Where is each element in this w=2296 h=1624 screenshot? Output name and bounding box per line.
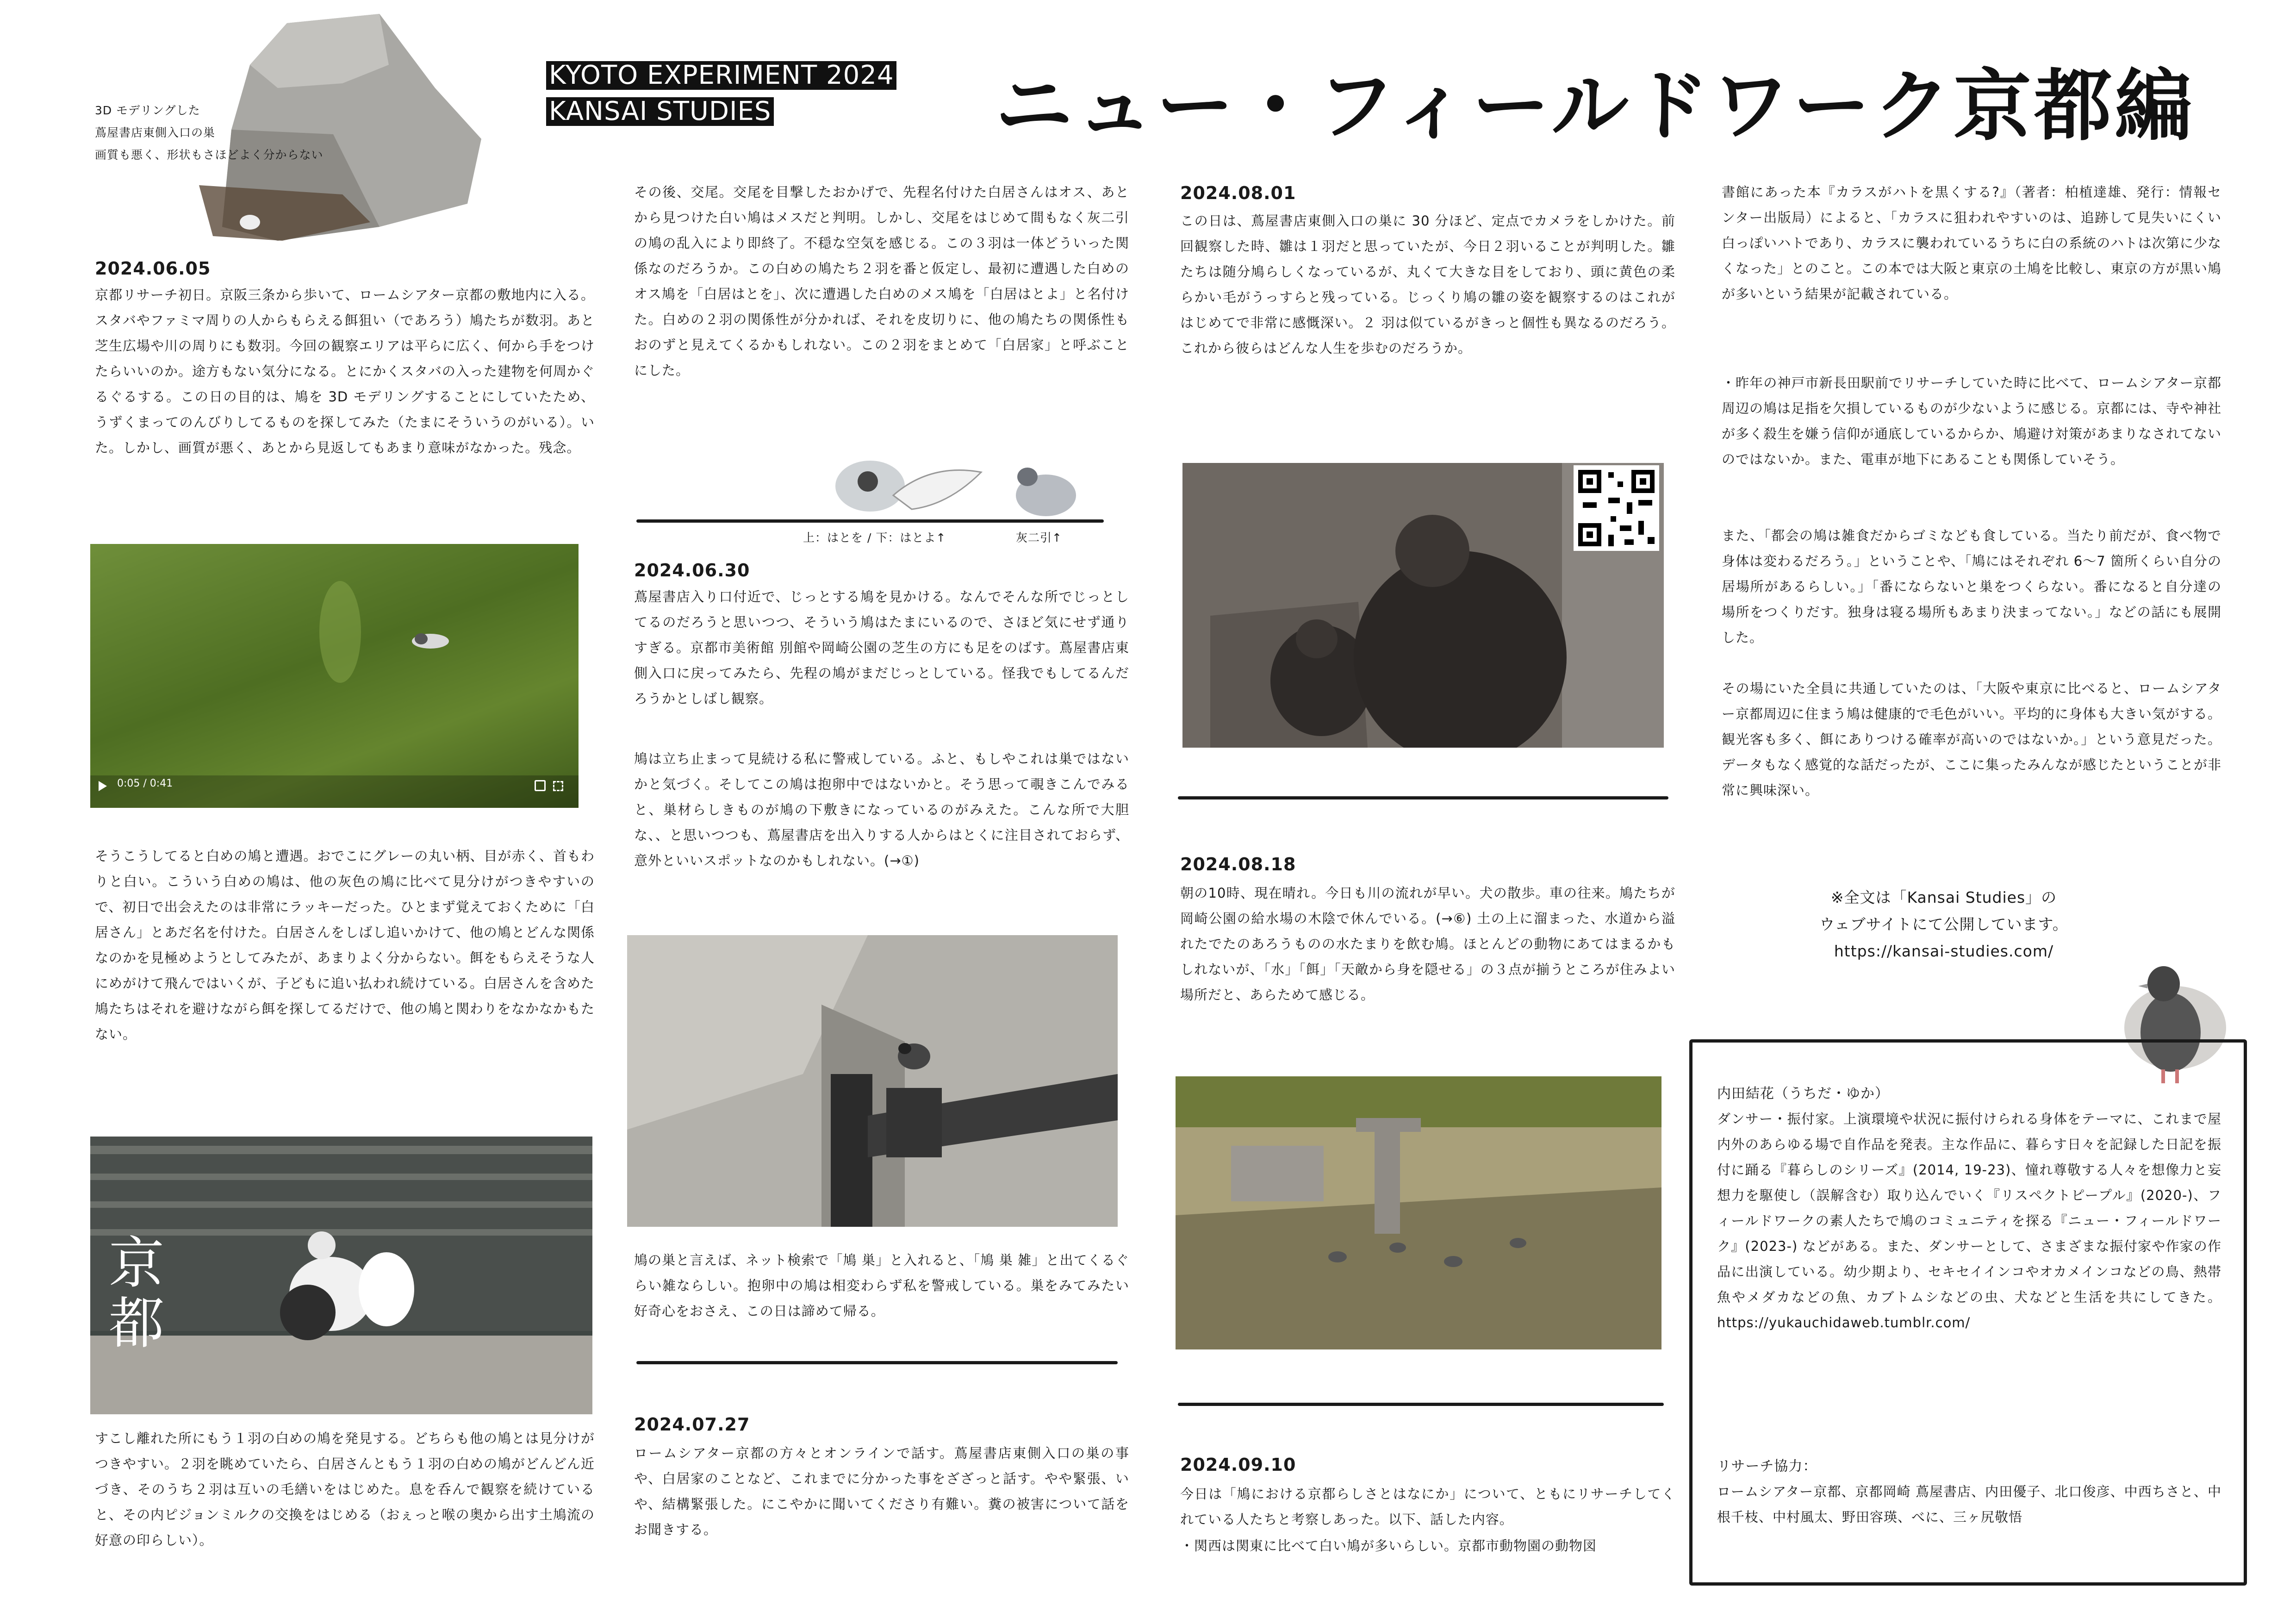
credits-title: リサーチ協力： [1717, 1458, 1817, 1474]
volume-icon[interactable] [535, 780, 546, 791]
birds-caption-right: 灰二引↑ [1016, 531, 1062, 544]
divider [1178, 796, 1668, 800]
pigeon-cutouts-image [828, 444, 1106, 528]
paragraph: また、「都会の鳩は雑食だからゴミなども食している。当たり前だが、食べ物で身体は変わるだろう。」ということや、「鳩にはそれぞれ 6〜7 箇所くらい自分の居場所があるらしい。」「番にならないと巣をつくらない。番になると自分達の場所をつくりだす。独身は寝る場所もあまり決まってない。」などの話にも展開した。 [1722, 528, 2221, 645]
divider [1178, 1403, 1664, 1406]
website-note [1782, 884, 2106, 965]
fullscreen-icon[interactable] [553, 781, 563, 791]
credits-text: ロームシアター京都、京都岡崎 蔦屋書店、内田優子、北口俊彦、中西ちさと、中根千枝、中村風太、野田容瑛、べに、三ヶ尻敬悟 [1717, 1484, 2221, 1525]
nest-caption-line: 3D モデリングした [95, 104, 200, 117]
paragraph: そうこうしてると白めの鳩と遭遇。おでこにグレーの丸い柄、目が赤く、首もわりと白い。こういう白めの鳩は、他の灰色の鳩に比べて見分けがつきやすいので、初日で出会えたのは非常にラッキーだった。ひとまず覚えておくために「白居さん」とあだ名を付けた。白居さんをしばし追いかけて、他の鳩とどんな関係なのかを見極めようとしてみたが、あまりよく分からない。餌をもらえそうな人にめがけて飛んではいくが、子どもに追い払われ続けている。白居さんを含めた鳩たちはそれを避けながら餌を探してるだけで、他の鳩と関わりをなかなかもたない。 [95, 848, 595, 1042]
date-2024-07-27: 2024.07.27 [634, 1414, 750, 1435]
paragraph: 鳩は立ち止まって見続ける私に警戒している。ふと、もしやこれは巣ではないかと気づく。そしてこの鳩は抱卵中ではないかと。そう思って覗きこんでみると、巣材らしきものが鳩の下敷きになっているのがみえた。こんな所で大胆な、、と思いつつも、蔦屋書店を出入りする人からはとくに注目されておらず、意外といいスポットなのかもしれない。(→①) [634, 751, 1129, 868]
date-2024-08-18: 2024.08.18 [1180, 854, 1296, 874]
date-2024-06-05: 2024.06.05 [95, 258, 211, 279]
date-2024-08-01: 2024.08.01 [1180, 183, 1296, 203]
video-time: 0:05 / 0:41 [117, 778, 173, 789]
page-title: ニュー・フィールドワーク京都編 [995, 60, 2196, 151]
birds-caption-left: 上：はとを / 下：はとよ↑ [803, 531, 946, 544]
paragraph: 朝の10時、現在晴れ。今日も川の流れが早い。犬の散歩。車の往来。鳩たちが岡崎公園の給水場の木陰で休んでいる。(→⑥) 土の上に溜まった、水道から溢れたでたのあろうものの水たまりを飲む鳩。ほとんどの動物にあてはまるかもしれないが、「水」「餌」「天敵から身を隠せる」の３点が揃うところが住みよい場所だと、あらためて感じる。 [1180, 885, 1675, 1003]
paragraph: すこし離れた所にもう１羽の白めの鳩を発見する。どちらも他の鳩とは見分けがつきやすい。２羽を眺めていたら、白居さんともう１羽の白めの鳩がどんどん近づき、そのうち２羽は互いの毛繕いをはじめた。息を呑んで観察を続けていると、その内ピジョンミルクの交換をはじめる（おぇっと喉の奥から出す土鳩流の好意の印らしい）。 [95, 1430, 595, 1548]
nest-caption-line: 蔦屋書店東側入口の巣 [95, 126, 216, 139]
paragraph: その後、交尾。交尾を目撃したおかげで、先程名付けた白居さんはオス、あとから見つけた白い鳩はメスだと判明。しかし、交尾をはじめて間もなく灰二引の鳩の乱入により即終了。不穏な空気を感じる。この３羽は一体どういった関係なのだろうか。この白めの鳩たち２羽を番と仮定し、最初に遭遇した白めのオス鳩を「白居はとを」、次に遭遇した白めのメス鳩を「白居はとよ」と名付けた。白めの２羽の関係性が分かれば、それを皮切りに、他の鳩たちの関係性もおのずと見えてくるかもしれない。この２羽をまとめて「白居家」と呼ぶことにした。 [634, 184, 1129, 378]
white-pigeons-photo [90, 1137, 592, 1414]
nest-pipe-photo [627, 935, 1118, 1227]
profile-name: 内田結花（うちだ・ゆか） [1717, 1086, 1889, 1102]
note-line: ※全文は「Kansai Studies」の [1830, 888, 2057, 906]
paragraph: 京都リサーチ初日。京阪三条から歩いて、ロームシアター京都の敷地内に入る。スタバやファミマ周りの人からもらえる餌狙い（であろう）鳩たちが数羽。あと芝生広場や川の周りにも数羽。今回の観察エリアは平らに広く、何から手をつけたらいいのか。途方もない気分になる。とにかくスタバの入った建物を何周かぐるぐるする。この日の目的は、鳩を 3D モデリングすることにしていたため、うずくまってのんびりしてるものを探してみた（たまにそういうのがいる）。いた。しかし、画質が悪く、あとから見返してもあまり意味がなかった。残念。 [95, 287, 595, 456]
date-2024-06-30: 2024.06.30 [634, 560, 750, 581]
nest-model-caption [95, 100, 354, 166]
profile-text: ダンサー・振付家。上演環境や状況に振付けられる身体をテーマに、これまで屋内外のあらゆる場で自作品を発表。主な作品に、暮らす日々を記録した日記を振付に踊る『暮らしのシリーズ』(2014, 19-23)、憧れ尊敬する人々を想像力と妄想力を駆使し（誤解含む）取り込んでいく『リスペクトピープル』(2020-)、フィールドワークの素人たちで鳩のコミュニティを探る『ニュー・フィールドワーク』(2023-) などがある。また、ダンサーとして、さまざまな振付家や作家の作品に出演している。幼少期より、セキセイインコやオカメインコなどの鳥、熱帯魚やメダカなどの魚、カブトムシなどの虫、犬などと生活を共にしてきた。https://yukauchidaweb.tumblr.com/ [1717, 1111, 2221, 1330]
note-line: ウェブサイトにて公開しています。 [1819, 915, 2068, 933]
paragraph: ・関西は関東に比べて白い鳩が多いらしい。京都市動物園の動物図 [1180, 1538, 1597, 1554]
divider [636, 519, 1104, 523]
date-2024-09-10: 2024.09.10 [1180, 1455, 1296, 1475]
header-line1: KYOTO EXPERIMENT 2024 [546, 61, 896, 90]
kyoto-sign-text: 京都 [109, 1231, 164, 1356]
header-line2: KANSAI STUDIES [546, 97, 774, 126]
nest-caption-line: 画質も悪く、形状もさほどよく分からない [95, 148, 324, 162]
paragraph: 蔦屋書店入り口付近で、じっとする鳩を見かける。なんでそんな所でじっとしてるのだろうと思いつつ、そういう鳩はたまにいるので、さほど気にせず通りすぎる。京都市美術館 別館や岡崎公園の芝生の方にも足をのばす。蔦屋書店東側入口に戻ってみたら、先程の鳩がまだじっとしている。怪我でもしてるんだろうかとしばし観察。 [634, 589, 1129, 706]
divider [636, 1361, 1118, 1364]
paragraph: 鳩の巣と言えば、ネット検索で「鳩 巣」と入れると、「鳩 巣 雑」と出てくるぐらい雑ならしい。抱卵中の鳩は相変わらず私を警戒している。巣をみてみたい好奇心をおさえ、この日は諦めて帰る。 [634, 1252, 1129, 1319]
pigeon-chicks-photo [1182, 463, 1664, 748]
paragraph: 今日は「鳩における京都らしさとはなにか」について、ともにリサーチしてくれている人たちと考察しあった。以下、話した内容。 [1180, 1486, 1675, 1527]
paragraph: その場にいた全員に共通していたのは、「大阪や東京に比べると、ロームシアター京都周辺に住まう鳩は健康的で毛色がいい。平均的に身体も大きい気がする。観光客も多く、餌にありつける確率が高いのではないか。」という意見だった。データもなく感覚的な話だったが、ここに集ったみんなが感じたということが非常に興味深い。 [1722, 681, 2222, 798]
paragraph: この日は、蔦屋書店東側入口の巣に 30 分ほど、定点でカメラをしかけた。前回観察した時、雛は１羽だと思っていたが、今日２羽いることが判明した。雛たちは随分鳩らしくなっているが、丸くて大きな目をしており、頭に黄色の柔らかい毛がうっすらと残っている。じっくり鳩の雛の姿を観察するのはこれがはじめてで非常に感慨深い。２ 羽は似ているがきっと個性も異なるのだろう。これから彼らはどんな人生を歩むのだろうか。 [1180, 213, 1675, 356]
play-icon[interactable] [99, 781, 107, 791]
paragraph: 書館にあった本『カラスがハトを黒くする?』（著者：柏植達雄、発行：情報センター出版局）によると、「カラスに狙われやすいのは、追跡して見失いにくい白っぽいハトであり、カラスに襲われているうちに白の系統のハトは次第に少なくなった」とのこと。この本では大阪と東京の土鳩を比較し、東京の方が黒い鳩が多いという結果が記載されている。 [1722, 184, 2222, 302]
qr-code[interactable] [1574, 465, 1659, 551]
paragraph: ・昨年の神戸市新長田駅前でリサーチしていた時に比べて、ロームシアター京都周辺の鳩は足指を欠損しているものが少ないように感じる。京都には、寺や神社が多く殺生を嫌う信仰が通底しているからか、鳩避け対策があまりなされてないのではないか。また、電車が地下にあることも関係していそう。 [1722, 375, 2222, 467]
paragraph: ロームシアター京都の方々とオンラインで話す。蔦屋書店東側入口の巣の事や、白居家のことなど、これまでに分かった事をざざっと話す。やや緊張、いや、結構緊張した。にこやかに聞いてくださり有難い。糞の被害について話をお聞きする。 [634, 1445, 1129, 1537]
park-fountain-photo [1176, 1076, 1661, 1349]
website-link[interactable]: https://kansai-studies.com/ [1834, 942, 2054, 960]
pigeon-video[interactable] [90, 544, 579, 808]
